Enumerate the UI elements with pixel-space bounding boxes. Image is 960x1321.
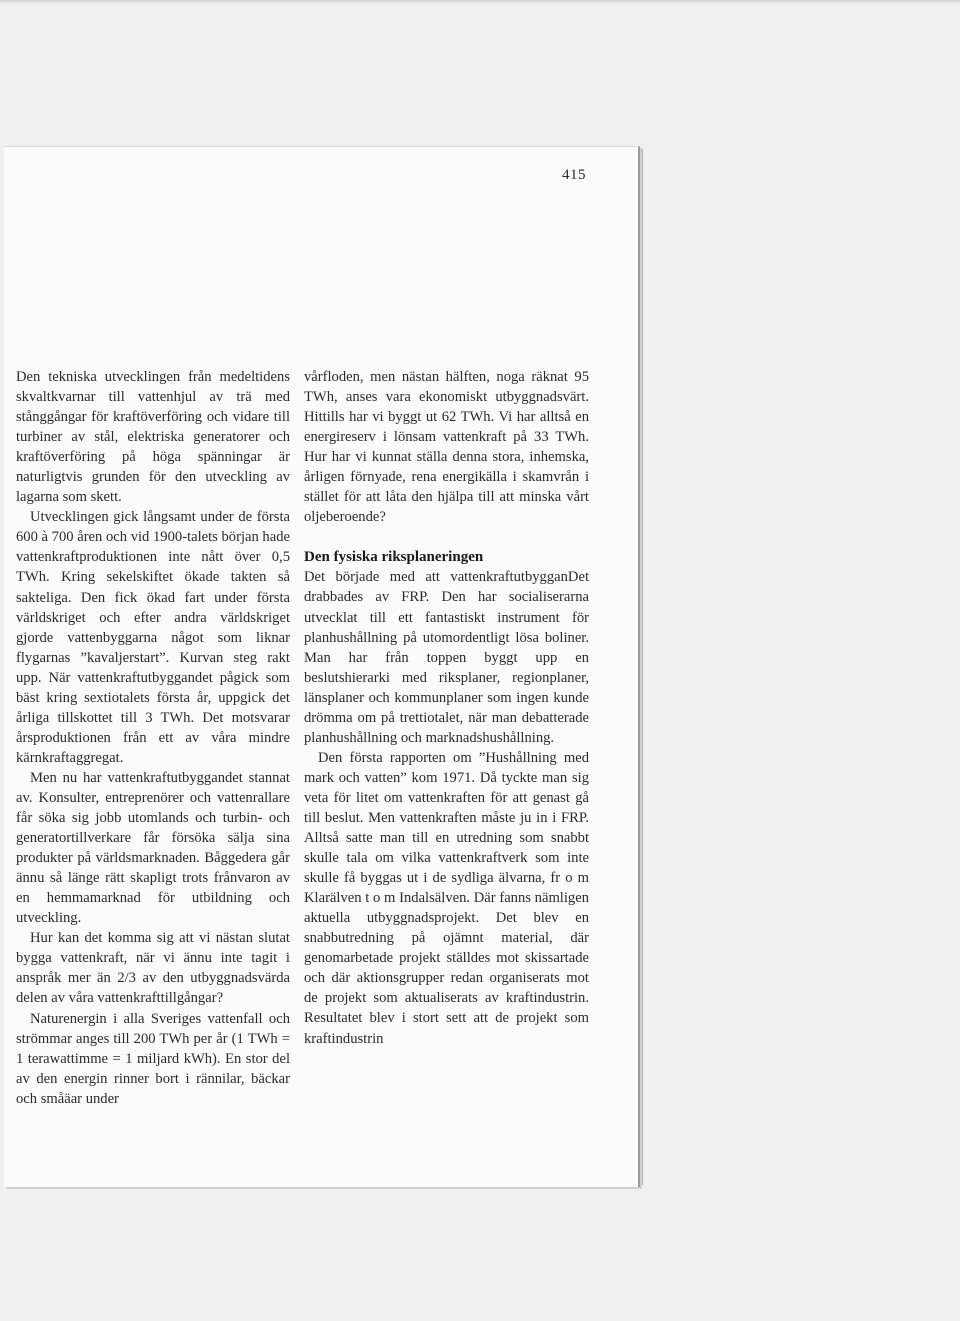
scan-top-edge <box>0 0 960 4</box>
section-heading: Den fysiska riksplaneringen <box>304 549 484 566</box>
paragraph: Det började med att vattenkraftutbygganDet drabbades av FRP. Den har socialiserarna utvecklat till ett fantastiskt instrument för planhushållning på utomordentligt lösa boliner. Man har från toppen byggt upp en beslutshierarki med riksplaner, regionplaner, länsplaner och kommunplaner som ingen kunde drömma om på trettiotalet, när man debatterade planhushållning och marknadshushållning. <box>304 569 589 746</box>
paragraph: Den tekniska utvecklingen från medeltidens skvaltkvarnar till vattenhjul av trä med stånggångar för kraftöverföring och vidare till turbiner av stål, elektriska generatorer och kraftöverföring på höga spänningar är naturligtvis grunden för den utveckling av lagarna som skett. <box>16 369 290 506</box>
paragraph: Hur kan det komma sig att vi nästan slutat bygga vattenkraft, när vi ännu inte tagit i anspråk mer än 2/3 av den utbyggnadsvärda delen av våra vattenkrafttillgångar? <box>16 930 290 1007</box>
page-edge-rule <box>642 149 643 1185</box>
paragraph: vårfloden, men nästan hälften, noga räknat 95 TWh, anses vara ekonomiskt utbyggnadsvärt. Hittills har vi byggt ut 62 TWh. Vi har alltså en energireserv i lönsam vattenkraft på 33 TWh. Hur har vi kunnat ställa denna stora, inhemska, årligen förnyade, rena energikälla i skamvrån i stället för att låta den hjälpa till att minska vårt oljeberoende? <box>304 369 589 526</box>
left-column <box>16 367 290 1109</box>
section-gap <box>304 527 589 547</box>
page-number: 415 <box>562 167 586 183</box>
paragraph: Den första rapporten om ”Hushållning med mark och vatten” kom 1971. Då tyckte man sig veta för litet om vattenkraften för att genast gå till beslut. Men vattenkraften måste ju in i FRP. Alltså satte man till en utredning som snabbt skulle tala om vilka vattenkraftverk som inte skulle få byggas ut i de sydliga älvarna, fr o m Klarälven t o m Indalsälven. Där fanns nämligen aktuella utbyggnadsprojekt. Det blev en snabbutredning på ojämnt material, där genomarbetade projekt ställdes mot skissartade och där aktionsgrupper redan organiserats mot de projekt som aktualiserats av kraftindustrin. Resultatet blev i stort sett att de projekt som kraftindustrin <box>304 749 589 1047</box>
right-column <box>304 367 589 1049</box>
paragraph: Men nu har vattenkraftutbyggandet stannat av. Konsulter, entreprenörer och vattenrallare får söka sig jobb utomlands och turbin- och generatortillverkare får försöka sälja sina produkter på världsmarknaden. Båggedera går ännu så länge rätt skapligt trots frånvaron av en hemmamarknad för utbildning och utveckling. <box>16 769 290 927</box>
paragraph: Utvecklingen gick långsamt under de första 600 à 700 åren och vid 1900-talets början hade vattenkraftproduktionen inte nått över 0,5 TWh. Kring sekelskiftet ökade takten så sakteliga. Den fick ökad fart under första världskriget och efter andra världskriget gjorde vattenbyggarna något som liknar flygarnas ”kavaljerstart”. Kurvan steg rakt upp. När vattenkraftutbyggandet pågick som bäst kring sextiotalets första år, uppgick det årliga tillskottet till 3 TWh. Det motsvarar årsproduktionen från ett av våra mindre kärnkraftaggregat. <box>16 509 290 766</box>
book-page <box>4 146 640 1187</box>
paragraph: Naturenergin i alla Sveriges vattenfall och strömmar anges till 200 TWh per år (1 TWh = 1 terawattimme = 1 miljard kWh). En stor del av den energin rinner bort i rännilar, bäckar och småäar under <box>16 1010 290 1107</box>
